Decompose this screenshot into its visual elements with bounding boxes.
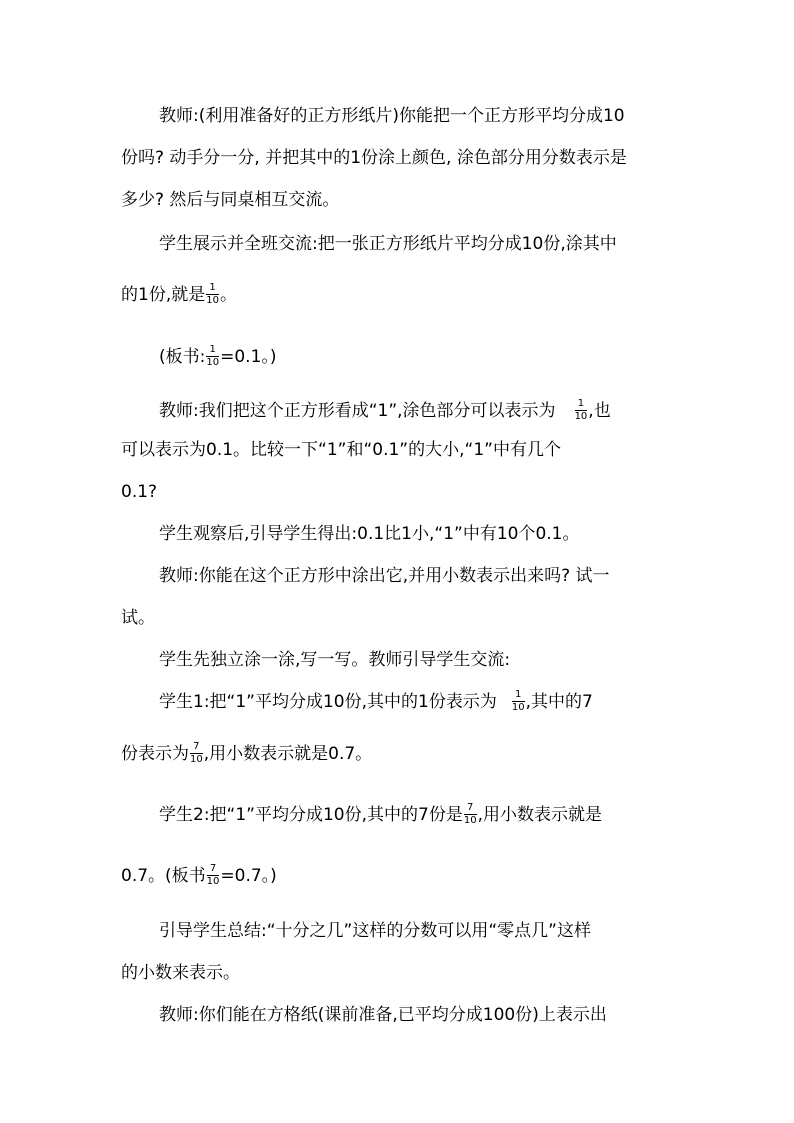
p2-text-b: 。 — [219, 285, 237, 305]
p6-line1: 教师:你能在这个正方形中涂出它,并用小数表示出来吗? 试一 — [159, 566, 610, 586]
p4-line2: 可以表示为0.1。比较一下“1”和“0.1”的大小,“1”中有几个 — [121, 440, 561, 460]
p3-board: (板书: $\frac{1}{10}$ =0.1。) — [159, 343, 277, 368]
p1-line3: 多少? 然后与同桌相互交流。 — [121, 190, 340, 210]
p8-line2: 份表示为 $\frac{7}{10}$ ,用小数表示就是0.7。 — [121, 740, 373, 765]
p9-line1: 学生2:把“1”平均分成10份,其中的7份是 $\frac{7}{10}$ ,用小数表示就是 — [159, 801, 602, 826]
fraction: $\frac{1}{10}$ — [511, 688, 525, 713]
p5-line: 学生观察后,引导学生得出:0.1比1小,“1”中有10个0.1。 — [159, 524, 580, 544]
fraction: $\frac{1}{10}$ — [206, 281, 219, 306]
p2-line1: 学生展示并全班交流:把一张正方形纸片平均分成10份,涂其中 — [159, 234, 617, 254]
p7-line: 学生先独立涂一涂,写一写。教师引导学生交流: — [159, 650, 511, 670]
p11-line: 教师:你们能在方格纸(课前准备,已平均分成100份)上表示出 — [159, 1005, 607, 1025]
fraction: $\frac{7}{10}$ — [206, 862, 220, 887]
p4-line3: 0.1? — [121, 482, 158, 502]
p1-line2: 份吗? 动手分一分, 并把其中的1份涂上颜色, 涂色部分用分数表示是 — [121, 148, 627, 168]
fraction: $\frac{7}{10}$ — [190, 740, 203, 765]
p8-line1: 学生1:把“1”平均分成10份,其中的1份表示为 $\frac{1}{10}$ ,其中的7 — [159, 688, 593, 713]
p2-line2 — [121, 281, 794, 309]
p6-line2: 试。 — [121, 608, 155, 628]
p10-line2: 的小数来表示。 — [121, 963, 240, 983]
p9-line2: 0.7。(板书 $\frac{7}{10}$ =0.7。) — [121, 862, 277, 887]
p2-text-a: 的1份,就是 — [121, 285, 206, 305]
fraction: $\frac{7}{10}$ — [463, 801, 477, 826]
p4-line1: 教师:我们把这个正方形看成“1”,涂色部分可以表示为 $\frac{1}{10}$ ,也 — [159, 397, 611, 422]
p10-line1: 引导学生总结:“十分之几”这样的分数可以用“零点几”这样 — [159, 921, 591, 941]
p1-line1: 教师:(利用准备好的正方形纸片)你能把一个正方形平均分成10 — [159, 106, 625, 126]
fraction: $\frac{1}{10}$ — [206, 343, 220, 368]
fraction: $\frac{1}{10}$ — [574, 397, 588, 422]
